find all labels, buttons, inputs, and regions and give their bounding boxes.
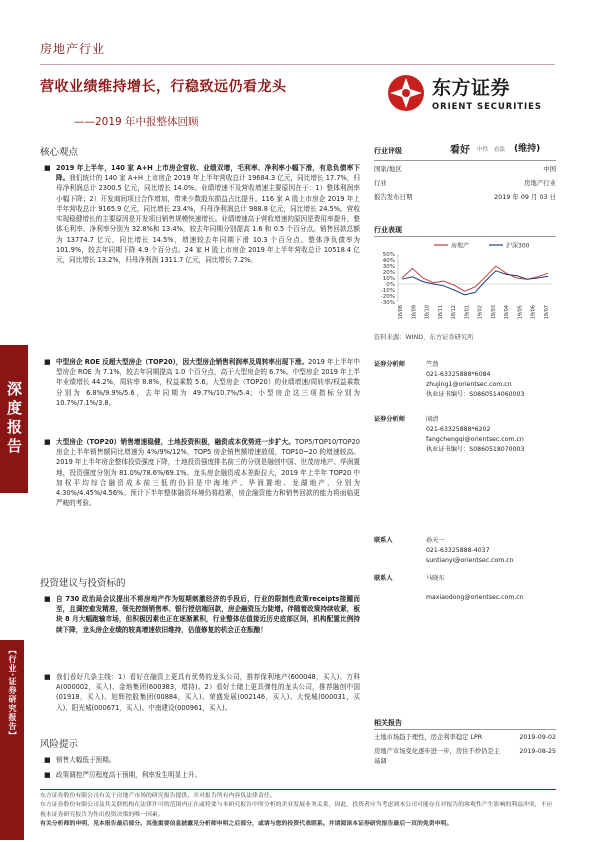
x-tick-label: 19/07 bbox=[544, 305, 550, 320]
disclaimer-line-2: 东方证券股份有限公司及其关联机构在法律许可的范围内正在或将要与本研究报告中所分析的企业发展业务关系，因此，投资者应当考虑到本公司可能存在对报告的客观性产生影响的利益冲突，不应视本证券研究报告为作出投资决策的唯一因素。 bbox=[40, 802, 553, 818]
core-bullet-3 bbox=[44, 437, 360, 509]
contact-email[interactable]: maxiaodong@orientsec.com.cn bbox=[426, 593, 524, 601]
analyst-phone: 021-63325888*6084 bbox=[426, 370, 491, 378]
bullet-icon: ■ bbox=[44, 358, 51, 366]
company-logo bbox=[386, 74, 556, 114]
series-line bbox=[402, 271, 548, 295]
meta-row bbox=[374, 165, 556, 175]
logo-mark-icon bbox=[386, 74, 426, 112]
logo-text-cn: 东方证券 bbox=[432, 77, 511, 99]
contact-name: 马晓东 bbox=[426, 575, 445, 582]
related-item[interactable] bbox=[374, 747, 556, 767]
legend-label: 沪深300 bbox=[506, 242, 530, 250]
analyst-name: 闻清 bbox=[426, 416, 439, 423]
x-tick-label: 18/10 bbox=[424, 305, 431, 320]
meta-row bbox=[374, 193, 556, 203]
core-bullet-3-lead: 大型房企（TOP20）销售增速稳健，土地投资积极，融资成本优势进一步扩大。 bbox=[56, 438, 295, 446]
meta-row bbox=[374, 179, 556, 189]
meta-key: 报告发布日期 bbox=[374, 192, 413, 201]
x-tick-label: 18/09 bbox=[411, 305, 418, 320]
header-divider bbox=[40, 64, 555, 65]
x-tick-label: 19/02 bbox=[477, 305, 484, 320]
disclaimer bbox=[40, 792, 556, 830]
x-tick-label: 19/04 bbox=[504, 305, 511, 320]
risk-heading: 风险提示 bbox=[40, 739, 79, 750]
x-tick-label: 19/05 bbox=[517, 305, 524, 320]
related-item-title[interactable]: 土地市场趋于理性，房企利率稳定 LPR bbox=[374, 734, 483, 741]
contact-email[interactable]: suntianyi@orientsec.com.cn bbox=[426, 556, 514, 564]
chart-source: 资料来源：WIND、东方证券研究所 bbox=[374, 334, 474, 341]
bullet-icon: ■ bbox=[44, 673, 51, 681]
bullet-icon: ■ bbox=[44, 756, 51, 764]
risk-bullet-2-text: 政策调控严厉程度高于预期，利率发生明显上升。 bbox=[56, 771, 202, 779]
invest-heading: 投资建议与投资标的 bbox=[40, 578, 126, 589]
analyst-role: 证券分析师 bbox=[374, 361, 405, 368]
analyst-cert: 执业证书编号：S0860518070003 bbox=[426, 445, 525, 453]
invest-bullet-2 bbox=[44, 672, 360, 713]
invest-bullet-2-text: 我们看好几条主线：1）看好在融资上更具有优势的龙头公司，推荐保利地产(600048，买入)、万科 A(000002，买入)、金地集团(600383，增持)。2）看好土储上更具弹性的龙头公司，推荐融创中国(01918，买入)、旭辉控股集团(00884，买入)、荣盛发展(002146，买入)、大悦城(000031，买入)、阳光城(000671，买入)、中南建设(000961，买入)。 bbox=[56, 673, 360, 712]
performance-chart bbox=[374, 240, 556, 328]
analyst-phone: 021-63325888*6202 bbox=[426, 425, 491, 433]
bullet-icon: ■ bbox=[44, 164, 51, 172]
x-tick-label: 18/11 bbox=[437, 305, 444, 320]
core-views-heading: 核心观点 bbox=[40, 147, 79, 158]
related-item-date: 2019-08-25 bbox=[519, 748, 556, 755]
report-title: 营收业绩维持增长，行稳致远仍看龙头 bbox=[40, 79, 287, 95]
analyst-email[interactable]: fangchengqi@orientsec.com.cn bbox=[426, 435, 524, 443]
rating-divider bbox=[374, 160, 556, 161]
related-divider bbox=[374, 729, 556, 730]
footer-divider bbox=[40, 789, 556, 790]
rating-maintain: (维持) bbox=[514, 144, 541, 154]
meta-value: 中国 bbox=[543, 165, 556, 173]
industry-label: 房地产行业 bbox=[40, 42, 106, 56]
core-bullet-2-lead: 中型房企 ROE 反超大型房企（TOP20），因大型房企销售利润率及周转率出现下滑。 bbox=[56, 358, 309, 366]
side-banner-bottom-text: 【行业·证券研究报告】 bbox=[8, 646, 17, 741]
contact-name: 孙天一 bbox=[426, 537, 445, 544]
rating-options: 中性 看淡 bbox=[477, 147, 505, 153]
y-tick-label: 10% bbox=[382, 276, 395, 282]
analyst-role: 证券分析师 bbox=[374, 416, 405, 423]
contact-phone: 021-63325888-4037 bbox=[426, 546, 490, 554]
invest-bullet-1-text: 自 730 政治局会议提出不将房地产作为短期刺激经济的手段后，行业的限制性政策receipts接踵而至，且调控愈发精准，领先控制销售率、银行授信端回款，房企融资压力陡增。伴随着政策持续收紧，板块 8 月大幅跑输市场，但积极因素也正在逐渐累积，行业整体估值接近历史底部区间，机构配置比例持续下降，龙头房企业绩的较高增速依旧维持，估值修复的机会正在酝酿！ bbox=[56, 595, 360, 634]
report-subtitle: ——2019 年中报整体回顾 bbox=[74, 116, 199, 128]
risk-bullet-2 bbox=[44, 770, 360, 780]
legend-label: 房地产 bbox=[451, 242, 470, 250]
x-tick-label: 19/01 bbox=[464, 305, 471, 320]
related-heading: 相关报告 bbox=[374, 719, 402, 727]
risk-bullet-1-text: 销售大幅低于预期。 bbox=[56, 756, 116, 764]
rating-label: 行业评级 bbox=[374, 147, 402, 155]
y-tick-label: 0% bbox=[386, 282, 395, 288]
bullet-icon: ■ bbox=[44, 595, 51, 603]
related-item-title[interactable]: 房地产市场变化逐步进一步，房住不炒仍是主基调 bbox=[374, 748, 500, 765]
rating-row bbox=[374, 143, 556, 161]
core-bullet-2 bbox=[44, 357, 360, 408]
related-item-date: 2019-09-02 bbox=[519, 734, 556, 741]
y-tick-label: -10% bbox=[380, 288, 395, 294]
chart-divider bbox=[374, 236, 556, 237]
side-banner-text: 深度报告 bbox=[5, 381, 23, 457]
y-tick-label: 50% bbox=[382, 252, 395, 258]
core-bullet-1-body: 我们统计的 140 家 A+H 上市房企 2019 年上半年营收总计 19684.3 亿元，同比增长 17.7%，归母净利润总计 2300.5 亿元，同比增长 14.0%。业绩增速不及营收增速主要原因在于：1）整体利润率小幅下降；2）开发商间项目合作增加，带来少数股东损益占比提升。116 家 A 股上市房企 2019 年上半年营收总计 9165.9 亿元，同比增长 23.4%，归母净利润总计 988.8 亿元，同比增长 24.5%。营收实现稳健增长的主要原因是开发项目销售规模快速增长。业绩增速高于营收增速的原因是费用率提升，整体毛利率、净利率分别为 32.8%和 13.4%，较去年同期分别提高 1.6 和 0.5 个百分点。销售回款总额为 13774.7 亿元，同比增长 14.5%，增速较去年同期下滑 10.3 个百分点。整体净负债率为 101.9%，较去年同期下降 4.9 个百分点。24 家 H 股上市房企 2019 年上半年营收总计 10518.4 亿元，同比增长 13.2%，归母净利润 1311.7 亿元，同比增长 7.2%。 bbox=[56, 174, 361, 264]
contact-role: 联系人 bbox=[374, 537, 393, 544]
analyst-2 bbox=[374, 415, 556, 485]
related-item[interactable] bbox=[374, 733, 556, 743]
contact-2 bbox=[374, 574, 556, 624]
invest-bullet-1 bbox=[44, 594, 360, 635]
rating-value: 看好 bbox=[450, 145, 470, 156]
y-tick-label: 40% bbox=[382, 258, 395, 264]
x-tick-label: 18/12 bbox=[451, 305, 458, 320]
y-tick-label: -20% bbox=[380, 294, 395, 300]
y-tick-label: 30% bbox=[382, 264, 395, 270]
y-tick-label: -30% bbox=[380, 300, 395, 306]
analyst-email[interactable]: zhujing1@orientsec.com.cn bbox=[426, 380, 512, 388]
analyst-cert: 执业证书编号：S0860514060003 bbox=[426, 390, 525, 398]
disclaimer-line-1: 东方证券股份有限公司有关于房地产市场的研究报告提供，并对报告所有内容负法律责任。 bbox=[40, 793, 276, 799]
contact-role: 联系人 bbox=[374, 575, 393, 582]
core-bullet-1-lead: 2019 年上半年，140 家 A+H 上市房企营收、业绩双增，毛利率、净利率小幅下滑，有息负债率下降。 bbox=[56, 164, 360, 183]
core-bullet-3-body: TOP5/TOP10/TOP20 房企上半年销售额同比增速为 4%/9%/12%，TOP5 房企销售额增速放缓，TOP10~20 的增速较高。2019 年上半年房企整体投资强度下降，土地投资强度排名前三的分别是融创中国、世茂房地产、华润置地，投资强度分别为 81.0%/78.6%/69.1%。龙头房企融资成本差距拉大，2019 年上半年 TOP20 中加权平均综合融资成本前三低的仍旧是中海地产、华润置地、龙湖地产，分别为 4.30%/4.45%/4.56%。预计下半年整体融资环境仍将趋紧，房企融资能力和销售回款的能力将面临更严峻的考验。 bbox=[56, 438, 360, 508]
meta-value: 房地产行业 bbox=[524, 178, 556, 187]
meta-value: 2019 年 09 月 03 日 bbox=[494, 192, 556, 201]
disclaimer-line-3: 有关分析师的申明，见本报告最后部分。其他重要信息披露见分析师申明之后部分，或请与您的投资代表联系。并请阅读本证券研究报告最后一页的免责申明。 bbox=[40, 821, 453, 828]
core-bullet-2-body: 2019 年上半年中型房企 ROE 为 7.1%，较去年同期提高 1.0 个百分点，高于大型房企的 6.7%。中型房企 2019 年上半年业绩增长 44.2%，周转率 8.8%，权益乘数 5.6。大型房企（TOP20）的业绩增速/周转率/权益乘数分别为 6.8%/9.9%/5.6，去年同期为 49.7%/10.7%/5.4；小型房企这三项指标分别为 10.7%/7.1%/3.8。 bbox=[56, 358, 360, 407]
bullet-icon: ■ bbox=[44, 771, 51, 779]
x-tick-label: 19/06 bbox=[530, 305, 537, 320]
meta-key: 行业 bbox=[374, 178, 387, 187]
core-bullet-1 bbox=[44, 163, 360, 265]
y-tick-label: 20% bbox=[382, 270, 395, 276]
chart-title: 行业表现 bbox=[374, 226, 402, 234]
logo-text-en: ORIENT SECURITIES bbox=[432, 101, 542, 111]
x-tick-label: 18/08 bbox=[398, 305, 404, 320]
bullet-icon: ■ bbox=[44, 438, 51, 446]
risk-bullet-1 bbox=[44, 755, 360, 765]
analyst-name: 竺劲 bbox=[426, 361, 439, 368]
x-tick-label: 19/03 bbox=[490, 305, 497, 320]
meta-block bbox=[374, 165, 556, 203]
meta-key: 国家/地区 bbox=[374, 165, 402, 173]
